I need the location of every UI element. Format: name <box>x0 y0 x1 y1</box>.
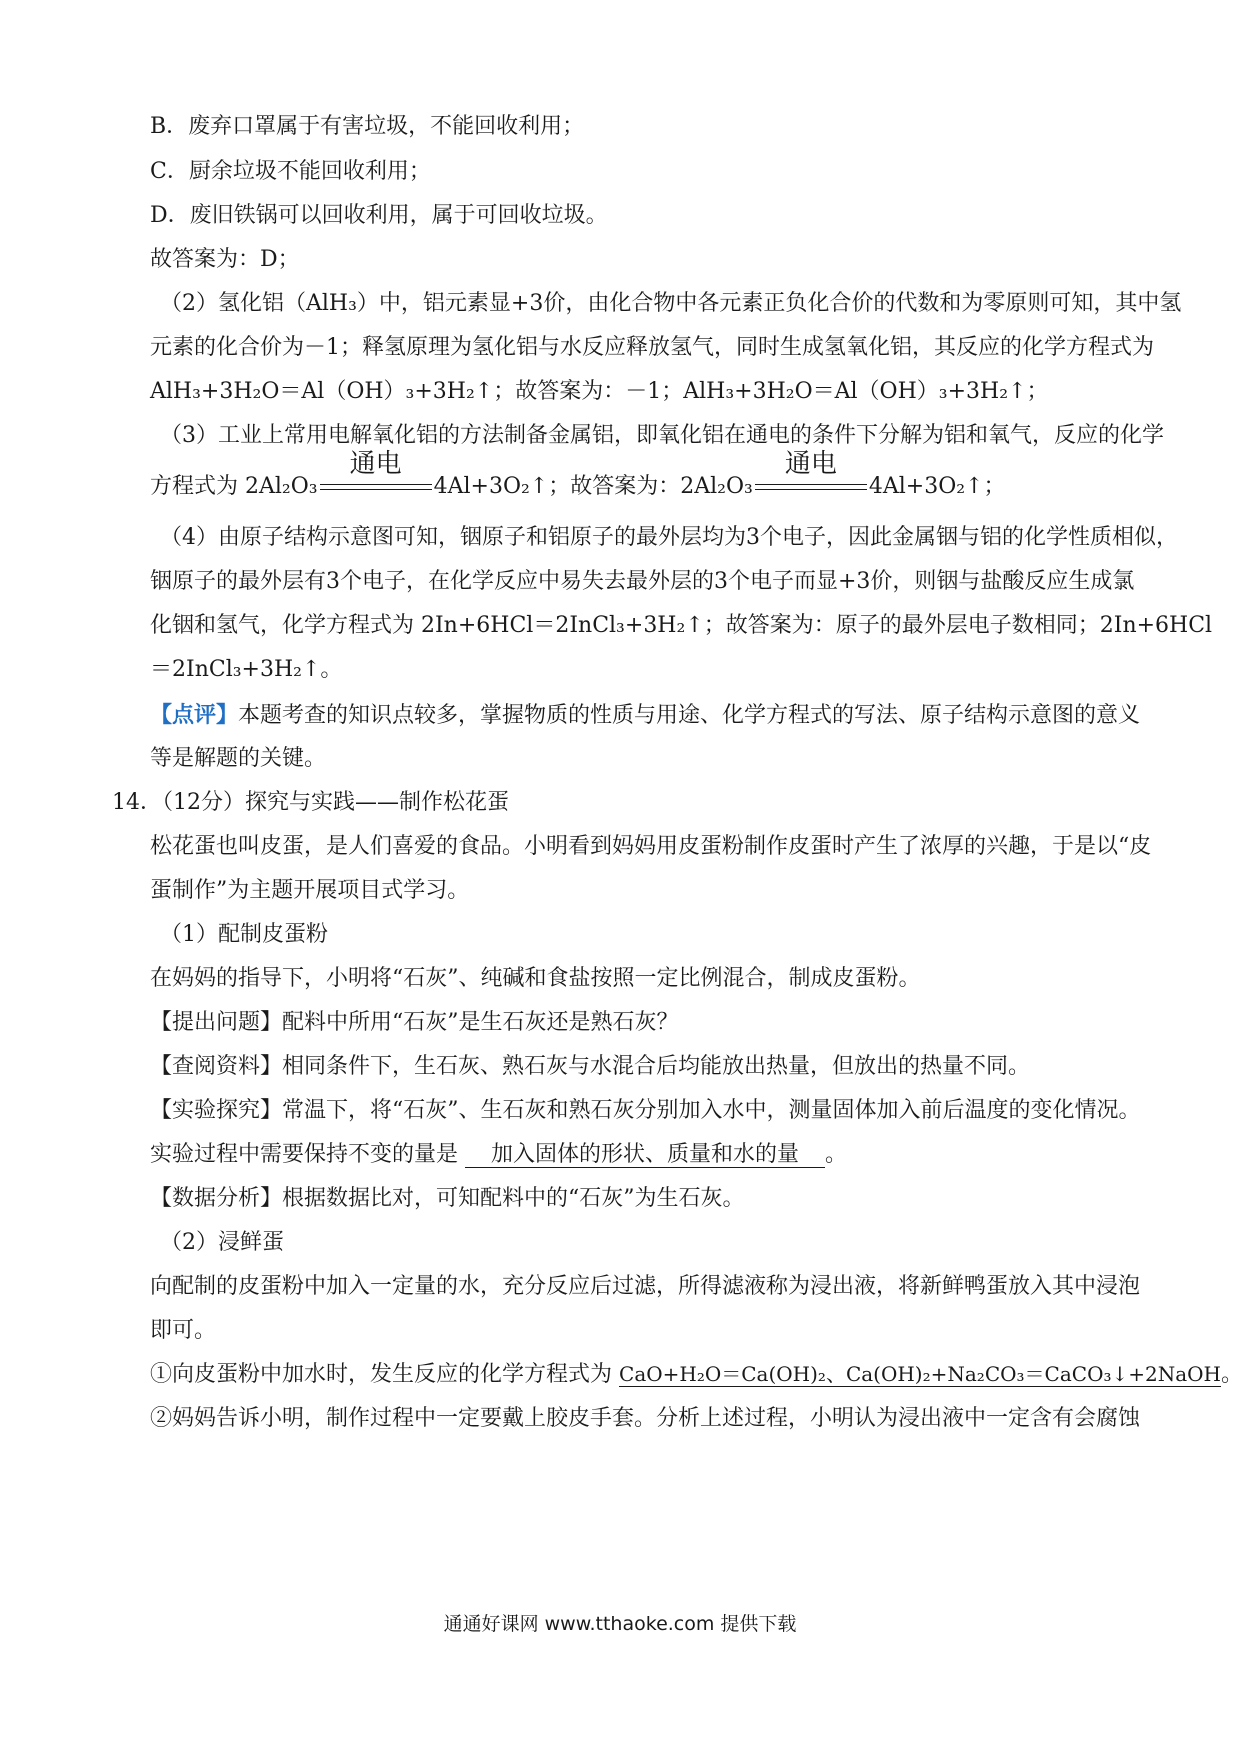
equation-line <box>150 449 1140 502</box>
answer-blank: CaO+H₂O＝Ca(OH)₂、Ca(OH)₂+Na₂CO₃＝CaCO₃↓+2NaOH <box>619 1362 1221 1386</box>
reaction-condition <box>318 449 434 502</box>
page-footer: 通通好课网 www.tthaoke.com 提供下载 <box>443 1613 797 1635</box>
condition-label: 通电 <box>784 449 837 479</box>
question-text: 实验过程中需要保持不变的量是 <box>150 1142 459 1167</box>
text-line: 化铟和氢气，化学方程式为 2In+6HCl＝2InCl₃+3H₂↑；故答案为：原子的最外层电子数相同；2In+6HCl <box>150 613 1213 638</box>
fill-blank-line <box>150 1360 1243 1390</box>
text-line: 【数据分析】根据数据比对，可知配料中的“石灰”为生石灰。 <box>150 1186 745 1211</box>
text-line: D．废旧铁锅可以回收利用，属于可回收垃圾。 <box>150 203 608 228</box>
question-text: 。 <box>825 1142 848 1167</box>
text-line: 松花蛋也叫皮蛋，是人们喜爱的食品。小明看到妈妈用皮蛋粉制作皮蛋时产生了浓厚的兴趣，于是以“皮 <box>150 834 1152 859</box>
equation-part: 4Al+3O₂↑； <box>868 474 1006 499</box>
reaction-condition <box>753 449 869 502</box>
text-line: 故答案为：D； <box>150 247 300 272</box>
text-line: ②妈妈告诉小明，制作过程中一定要戴上胶皮手套。分析上述过程，小明认为浸出液中一定含有会腐蚀 <box>150 1406 1141 1431</box>
text-line: 铟原子的最外层有3个电子，在化学反应中易失去最外层的3个电子而显+3价，则铟与盐酸反应生成氯 <box>150 569 1135 594</box>
question-text: ①向皮蛋粉中加水时，发生反应的化学方程式为 <box>150 1362 613 1387</box>
text-line: 即可。 <box>150 1318 217 1343</box>
section-heading: （1）配制皮蛋粉 <box>160 922 328 947</box>
text-line: （2）氢化铝（AlH₃）中，铝元素显+3价，由化合物中各元素正负化合价的代数和为零原则可知，其中氢 <box>160 291 1182 316</box>
text-line: 【查阅资料】相同条件下，生石灰、熟石灰与水混合后均能放出热量，但放出的热量不同。 <box>150 1054 1031 1079</box>
text-line: （3）工业上常用电解氧化铝的方法制备金属铝，即氧化铝在通电的条件下分解为铝和氧气，反应的化学 <box>160 423 1165 448</box>
question-title: 14．（12分）探究与实践——制作松花蛋 <box>112 790 509 815</box>
text-line: （4）由原子结构示意图可知，铟原子和铝原子的最外层均为3个电子，因此金属铟与铝的化学性质相似， <box>160 525 1178 550</box>
text-line: 等是解题的关键。 <box>150 746 327 771</box>
text-line: 蛋制作”为主题开展项目式学习。 <box>150 878 470 903</box>
section-heading: （2）浸鲜蛋 <box>160 1230 284 1255</box>
text-line: 【提出问题】配料中所用“石灰”是生石灰还是熟石灰？ <box>150 1010 679 1035</box>
equation-line: AlH₃+3H₂O＝Al（OH）₃+3H₂↑；故答案为：－1；AlH₃+3H₂O＝Al（OH）₃+3H₂↑； <box>150 379 1049 404</box>
text-line: B．废弃口罩属于有害垃圾，不能回收利用； <box>150 114 585 139</box>
comment-tag: 【点评】 <box>150 702 239 728</box>
comment-text: 本题考查的知识点较多，掌握物质的性质与用途、化学方程式的写法、原子结构示意图的意义 <box>238 703 1141 728</box>
question-text: 。 <box>1221 1362 1243 1387</box>
text-line: 【实验探究】常温下，将“石灰”、生石灰和熟石灰分别加入水中，测量固体加入前后温度的变化情况。 <box>150 1098 1141 1123</box>
comment-line <box>150 700 1140 730</box>
text-line: 元素的化合价为－1；释氢原理为氢化铝与水反应释放氢气，同时生成氢氧化铝，其反应的化学方程式为 <box>150 335 1155 360</box>
equation-line: ＝2InCl₃+3H₂↑。 <box>150 657 343 682</box>
text-line: 在妈妈的指导下，小明将“石灰”、纯碱和食盐按照一定比例混合，制成皮蛋粉。 <box>150 966 921 991</box>
text-line: C．厨余垃圾不能回收利用； <box>150 159 431 184</box>
equation-part: 方程式为 2Al₂O₃ <box>150 474 318 499</box>
text-line: 向配制的皮蛋粉中加入一定量的水，充分反应后过滤，所得滤液称为浸出液，将新鲜鸭蛋放入其中浸泡 <box>150 1274 1141 1299</box>
equation-part: 4Al+3O₂↑；故答案为：2Al₂O₃ <box>433 474 753 499</box>
condition-label: 通电 <box>349 449 402 479</box>
fill-blank-line <box>150 1140 1140 1170</box>
answer-blank: 加入固体的形状、质量和水的量 <box>465 1143 825 1168</box>
